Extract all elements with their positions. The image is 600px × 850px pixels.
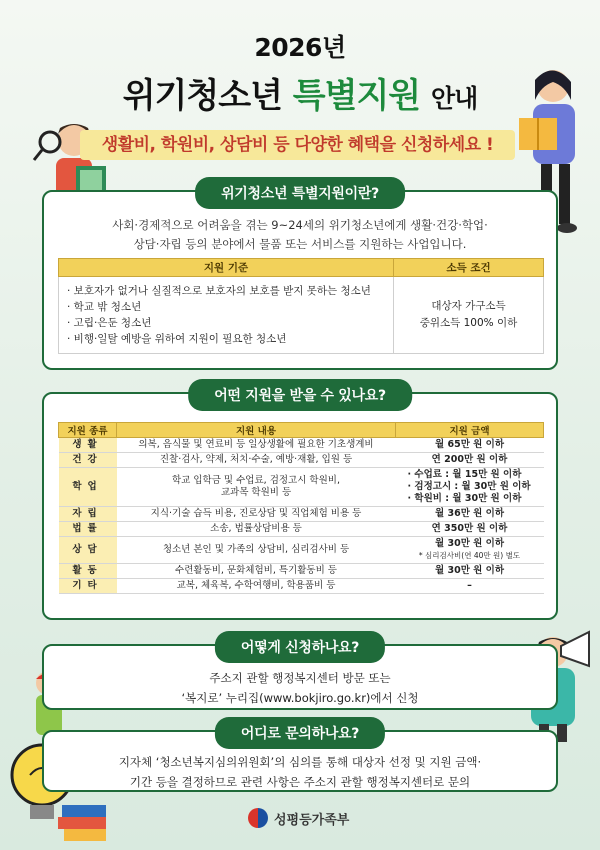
- support-content: 교복, 체육복, 수학여행비, 학용품비 등: [117, 579, 396, 594]
- support-amount: 연 200만 원 이하: [396, 453, 544, 468]
- support-amount-line: · 학원비 : 월 30만 원 이하: [407, 493, 522, 504]
- support-content: 지식·기술 습득 비용, 진로상담 및 직업체험 비용 등: [117, 507, 396, 522]
- about-section: [42, 186, 558, 370]
- about-heading: 위기청소년 특별지원이란?: [195, 177, 405, 209]
- support-amount: 연 350만 원 이하: [396, 522, 544, 537]
- content-column-header: 지원 내용: [117, 423, 396, 438]
- support-amount: [396, 468, 544, 507]
- ministry-logo: [248, 806, 349, 830]
- title-suffix: 안내: [431, 84, 478, 113]
- support-content: [117, 468, 396, 507]
- page-title: [0, 68, 600, 117]
- criteria-table: [58, 258, 544, 354]
- about-desc-line1: 사회·경제적으로 어려움을 겪는 9~24세의 위기청소년에게 생활·건강·학업·: [112, 218, 488, 232]
- support-amount: –: [396, 579, 544, 594]
- table-row: [59, 522, 544, 537]
- support-heading: 어떤 지원을 받을 수 있나요?: [188, 379, 412, 411]
- about-desc-line2: 상담·자립 등의 분야에서 물품 또는 서비스를 지원하는 사업입니다.: [133, 237, 467, 251]
- support-section: [42, 388, 558, 620]
- inquiry-text: [44, 752, 556, 792]
- title-part1: 위기청소년: [122, 76, 282, 116]
- criteria-list: [59, 277, 394, 354]
- support-content: 소송, 법률상담비용 등: [117, 522, 396, 537]
- criteria-column-header: 지원 기준: [59, 259, 394, 277]
- support-type: 자립: [59, 507, 117, 522]
- support-amount: 월 30만 원 이하: [396, 564, 544, 579]
- ministry-name: 성평등가족부: [274, 812, 350, 828]
- support-content: 진찰·검사, 약제, 처치·수술, 예방·재활, 입원 등: [117, 453, 396, 468]
- support-content-line: 학교 입학금 및 수업료, 검정고시 학원비,: [172, 475, 340, 486]
- inquiry-heading: 어디로 문의하나요?: [215, 717, 385, 749]
- support-content: 청소년 본인 및 가족의 상담비, 심리검사비 등: [117, 537, 396, 564]
- income-line1: 대상자 가구소득: [431, 300, 506, 312]
- criteria-item: · 보호자가 없거나 실질적으로 보호자의 보호를 받지 못하는 청소년: [67, 285, 371, 297]
- support-type: 학업: [59, 468, 117, 507]
- support-content: 의복, 음식물 및 연료비 등 일상생활에 필요한 기초생계비: [117, 438, 396, 453]
- apply-section: [42, 640, 558, 710]
- apply-line1: 주소지 관할 행정복지센터 방문 또는: [209, 671, 391, 685]
- title-highlight: 특별지원: [292, 76, 421, 116]
- criteria-item: · 학교 밖 청소년: [67, 301, 142, 313]
- support-type: 건강: [59, 453, 117, 468]
- support-amount-line: · 검정고시 : 월 30만 원 이하: [407, 481, 531, 492]
- year-label: 2026년: [254, 33, 346, 62]
- apply-heading: 어떻게 신청하나요?: [215, 631, 385, 663]
- table-row: [59, 507, 544, 522]
- table-row: [59, 564, 544, 579]
- amount-column-header: 지원 금액: [396, 423, 544, 438]
- income-column-header: 소득 조건: [394, 259, 544, 277]
- type-column-header: 지원 종류: [59, 423, 117, 438]
- inquiry-section: [42, 726, 558, 792]
- apply-text: [44, 668, 556, 708]
- income-condition: [394, 277, 544, 354]
- apply-line2: ‘복지로’ 누리집(www.bokjiro.go.kr)에서 신청: [181, 691, 419, 705]
- table-row: [59, 537, 544, 564]
- criteria-item: · 비행·일탈 예방을 위하여 지원이 필요한 청소년: [67, 333, 287, 345]
- table-row: [59, 453, 544, 468]
- support-amount: [396, 537, 544, 564]
- support-amount: 월 36만 원 이하: [396, 507, 544, 522]
- taegeuk-emblem-icon: [248, 808, 268, 828]
- support-type: 생활: [59, 438, 117, 453]
- support-content: 수련활동비, 문화체험비, 특기활동비 등: [117, 564, 396, 579]
- support-type: 상담: [59, 537, 117, 564]
- income-line2: 중위소득 100% 이하: [419, 317, 518, 329]
- criteria-item: · 고립·은둔 청소년: [67, 317, 152, 329]
- support-table: [58, 422, 544, 594]
- support-content-line: 교과목 학원비 등: [220, 487, 292, 498]
- support-type: 활동: [59, 564, 117, 579]
- inquiry-line1: 지자체 ‘청소년복지심의위원회’의 심의를 통해 대상자 선정 및 지원 금액·: [118, 755, 482, 769]
- support-amount-line: 월 30만 원 이하: [434, 538, 505, 549]
- about-description: [44, 216, 556, 254]
- page-header: [0, 28, 600, 117]
- inquiry-line2: 기간 등을 결정하므로 관련 사항은 주소지 관할 행정복지센터로 문의: [129, 775, 471, 789]
- support-type: 법률: [59, 522, 117, 537]
- support-type: 기타: [59, 579, 117, 594]
- table-row: [59, 579, 544, 594]
- table-row: [59, 438, 544, 453]
- support-amount-note: * 심리검사비(연 40만 원) 별도: [418, 551, 521, 560]
- tagline-banner: 생활비, 학원비, 상담비 등 다양한 혜택을 신청하세요 !: [80, 130, 515, 160]
- table-row: [59, 468, 544, 507]
- support-amount: 월 65만 원 이하: [396, 438, 544, 453]
- support-amount-line: · 수업료 : 월 15만 원 이하: [407, 469, 522, 480]
